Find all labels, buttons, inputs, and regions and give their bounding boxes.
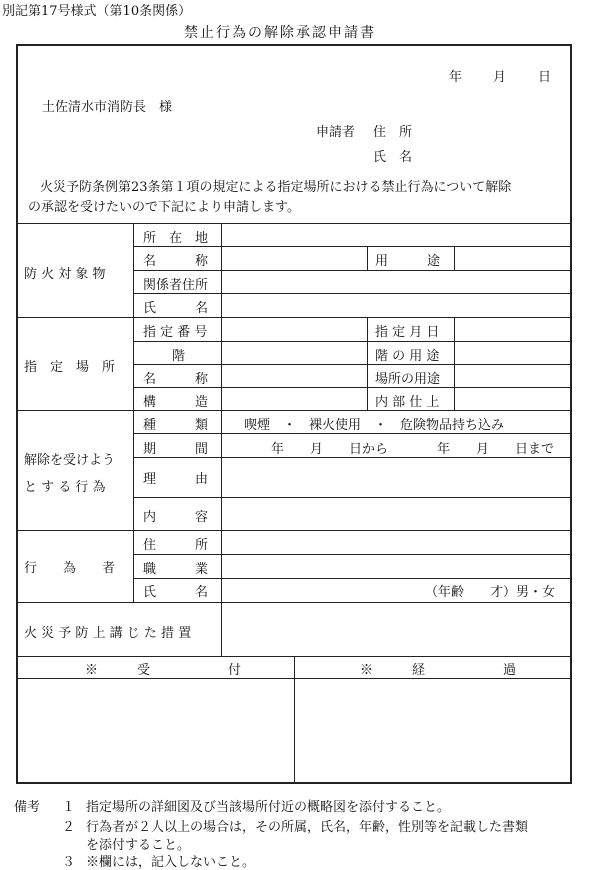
place-use-label: 場所の用途 [375,372,441,387]
note-text: ※欄には，記入しないこと。 [86,855,256,870]
target-use-label: 用 途 [375,254,441,269]
actor-title: 行 為 者 [24,561,116,576]
col-line [133,223,134,602]
subrow-line [133,270,571,271]
measures-label: 火 災 予 防 上 講 じ た 措 置 [24,626,192,641]
act-period-to: 年 月 日まで [437,442,555,457]
actor-address-label: 住 所 [143,538,209,553]
frame-right [570,44,572,784]
place-date-label: 指 定 月 日 [375,325,440,340]
act-period-from: 年 月 日から [271,442,389,457]
col-line [221,223,222,656]
act-title-line2: と す る 行 為 [24,480,106,495]
subrow-line [133,341,571,342]
target-owner-address-label: 関係者住所 [143,278,209,293]
place-structure-label: 構 造 [143,395,209,410]
date-month: 月 [493,70,507,85]
place-floor-use-label: 階 の 用 途 [375,349,440,364]
note-text: を添付すること。 [86,838,191,853]
actor-job-label: 職 業 [143,562,209,577]
col-line [454,246,455,270]
col-line [294,656,295,783]
act-period-label: 期 間 [143,442,209,457]
date-year: 年 [449,70,463,85]
applicant-name-label: 氏 名 [373,150,413,165]
subrow-line [133,554,571,555]
applicant-label: 申請者 [316,125,356,140]
col-line [367,246,368,270]
target-title: 防 火 対 象 物 [24,267,106,282]
act-content-label: 内 容 [143,510,209,525]
target-location-label: 所 在 地 [143,231,209,246]
subrow-line [133,578,571,579]
reception-label: ※ 受 付 [85,663,242,678]
act-reason-label: 理 由 [143,472,209,487]
place-name-label: 名 称 [143,372,209,387]
col-line [367,317,368,410]
act-kind-options: 喫煙 ・ 裸火使用 ・ 危険物品持ち込み [244,418,505,433]
target-name-label: 名 称 [143,254,209,269]
body-text-line1: 火災予防条例第23条第１項の規定による指定場所における禁止行為について解除 [40,180,512,195]
page-title: 禁止行為の解除承認申請書 [184,25,376,41]
row-line [16,602,572,603]
place-interior-label: 内 部 仕 上 [375,395,440,410]
subrow-line [133,387,571,388]
row-line [16,410,572,411]
frame-left [16,44,18,784]
place-title: 指 定 場 所 [24,360,116,375]
row-line [16,317,572,318]
act-kind-label: 種 類 [143,418,209,433]
place-number-label: 指 定 番 号 [143,325,208,340]
subrow-line [133,433,571,434]
note-number: １ [62,800,76,815]
addressee: 土佐清水市消防長 様 [42,100,173,115]
date-day: 日 [538,70,552,85]
note-number: ３ [62,855,76,870]
actor-name-label: 氏 名 [143,585,209,600]
act-title-line1: 解除を受けよう [24,453,116,468]
subrow-line [133,457,571,458]
progress-label: ※ 経 過 [360,663,517,678]
subrow-line [133,246,571,247]
note-text: 行為者が２人以上の場合は，その所属，氏名，年齢，性別等を記載した書類 [86,820,529,835]
note-number: ２ [62,820,76,835]
place-floor-label: 階 [172,349,186,364]
target-owner-name-label: 氏 名 [143,301,209,316]
subrow-line [133,364,571,365]
applicant-address-label: 住 所 [373,125,413,140]
col-line [454,317,455,410]
row-line [16,530,572,531]
body-text-line2: の承認を受けたいので下記により申請します。 [28,200,300,215]
subrow-line [133,497,571,498]
frame-top [16,44,572,46]
subrow-line [133,293,571,294]
notes-label: 備考 [14,800,41,815]
actor-age-gender: （年齢 才）男・女 [425,585,556,600]
form-reference: 別記第17号様式（第10条関係） [2,4,192,19]
row-line [16,223,572,224]
note-text: 指定場所の詳細図及び当該場所付近の概略図を添付すること。 [86,800,451,815]
